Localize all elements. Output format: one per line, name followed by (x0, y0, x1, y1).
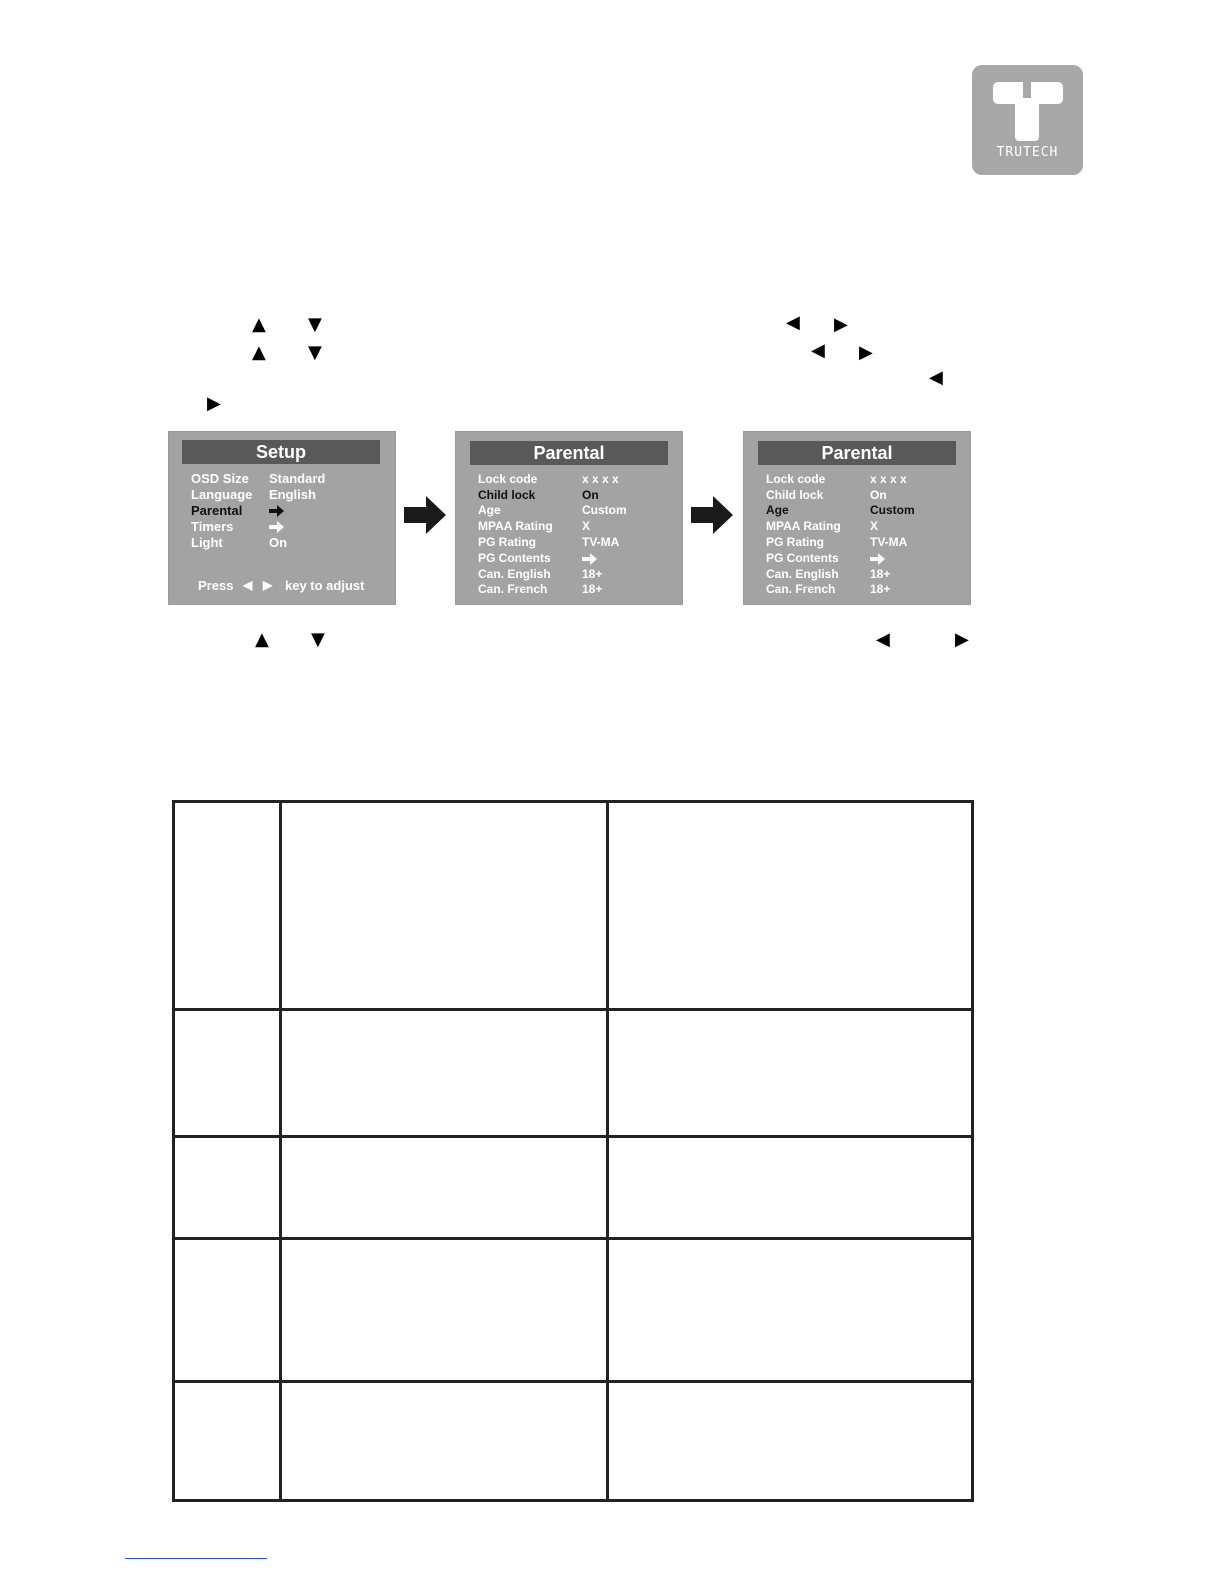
left-arrow-icon: ◀ (786, 312, 800, 333)
submenu-arrow-icon (582, 553, 597, 565)
footer-link-underline[interactable] (125, 1558, 267, 1559)
menu-item-label: PG Rating (478, 535, 537, 549)
menu-item-value-selected: Custom (870, 503, 915, 517)
submenu-arrow-icon (870, 553, 885, 565)
menu-item-label: MPAA Rating (766, 519, 841, 533)
parental-menu-title: Parental (758, 441, 956, 465)
logo-stem (1015, 98, 1039, 141)
menu-item-label: Timers (191, 519, 234, 534)
menu-item-value: 18+ (870, 567, 891, 581)
table-cell (174, 802, 281, 1010)
menu-item-label: Can. English (766, 567, 839, 581)
left-arrow-icon: ◀ (243, 578, 253, 592)
parental-menu-title: Parental (470, 441, 668, 465)
menu-item-value: On (269, 535, 288, 550)
menu-item-value: English (269, 487, 316, 502)
table-cell (281, 802, 608, 1010)
menu-item-label: Lock code (478, 472, 538, 486)
menu-item-label-selected: Parental (191, 503, 243, 518)
menu-item-label: PG Contents (766, 551, 839, 565)
flow-arrow-icon (691, 496, 733, 534)
table-cell (281, 1239, 608, 1382)
table-cell (608, 1010, 973, 1137)
table-cell (174, 1382, 281, 1501)
down-arrow-icon: ▼ (311, 629, 325, 650)
table-cell (281, 1010, 608, 1137)
menu-item-value: 18+ (582, 582, 603, 596)
menu-item-value: 18+ (582, 567, 603, 581)
menu-item-label-selected: Age (766, 503, 789, 517)
menu-item-value: x x x x (870, 472, 907, 486)
table-row (174, 1382, 973, 1501)
menu-item-label: MPAA Rating (478, 519, 553, 533)
logo-brand-text: TRUTECH (996, 145, 1059, 160)
submenu-arrow-icon (269, 521, 284, 533)
parental-menu-screen (743, 431, 971, 605)
menu-item-label: Can. French (478, 582, 548, 596)
menu-item-value: X (870, 519, 879, 533)
table-cell (608, 1137, 973, 1239)
menu-item-label: OSD Size (191, 471, 249, 486)
rating-table (172, 800, 974, 1502)
menu-item-value: Custom (582, 503, 627, 517)
table-row (174, 1010, 973, 1137)
table-row (174, 1137, 973, 1239)
menu-item-label: PG Rating (766, 535, 825, 549)
menu-item-value: TV-MA (582, 535, 620, 549)
table-cell (281, 1137, 608, 1239)
left-arrow-icon: ◀ (811, 340, 825, 361)
table-cell (174, 1010, 281, 1137)
table-cell (174, 1239, 281, 1382)
left-arrow-icon: ◀ (876, 629, 890, 650)
menu-item-value: On (870, 488, 887, 502)
menu-item-label: PG Contents (478, 551, 551, 565)
table-row (174, 1239, 973, 1382)
menu-item-value: 18+ (870, 582, 891, 596)
submenu-arrow-icon (269, 505, 284, 517)
table-row (174, 802, 973, 1010)
table-cell (608, 802, 973, 1010)
trutech-logo (972, 65, 1083, 175)
menu-item-value: TV-MA (870, 535, 908, 549)
right-arrow-icon: ▶ (207, 393, 221, 414)
up-arrow-icon: ▲ (252, 314, 266, 335)
right-arrow-icon: ▶ (263, 578, 273, 592)
right-arrow-icon: ▶ (859, 342, 873, 363)
menu-item-value-selected: On (582, 488, 599, 502)
setup-menu-title: Setup (182, 440, 380, 464)
menu-item-value: X (582, 519, 591, 533)
menu-item-label: Child lock (766, 488, 824, 502)
menu-item-label: Light (191, 535, 223, 550)
down-arrow-icon: ▼ (308, 314, 322, 335)
table-cell (174, 1137, 281, 1239)
menu-item-value: Standard (269, 471, 326, 486)
right-arrow-icon: ▶ (834, 314, 848, 335)
osd-footer-instruction: key to adjust (285, 578, 365, 593)
menu-item-value: x x x x (582, 472, 619, 486)
flow-arrow-icon (404, 496, 446, 534)
menu-item-label: Age (478, 503, 501, 517)
left-arrow-icon: ◀ (929, 367, 943, 388)
up-arrow-icon: ▲ (255, 629, 269, 650)
menu-item-label: Can. French (766, 582, 836, 596)
osd-footer-press: Press (198, 578, 234, 593)
menu-item-label: Can. English (478, 567, 551, 581)
right-arrow-icon: ▶ (955, 629, 969, 650)
setup-menu-screen (168, 431, 396, 605)
table-cell (608, 1382, 973, 1501)
menu-item-label: Language (191, 487, 253, 502)
up-arrow-icon: ▲ (252, 342, 266, 363)
table-cell (281, 1382, 608, 1501)
table-cell (608, 1239, 973, 1382)
down-arrow-icon: ▼ (308, 342, 322, 363)
menu-item-label: Lock code (766, 472, 826, 486)
parental-menu-screen (455, 431, 683, 605)
menu-item-label-selected: Child lock (478, 488, 536, 502)
